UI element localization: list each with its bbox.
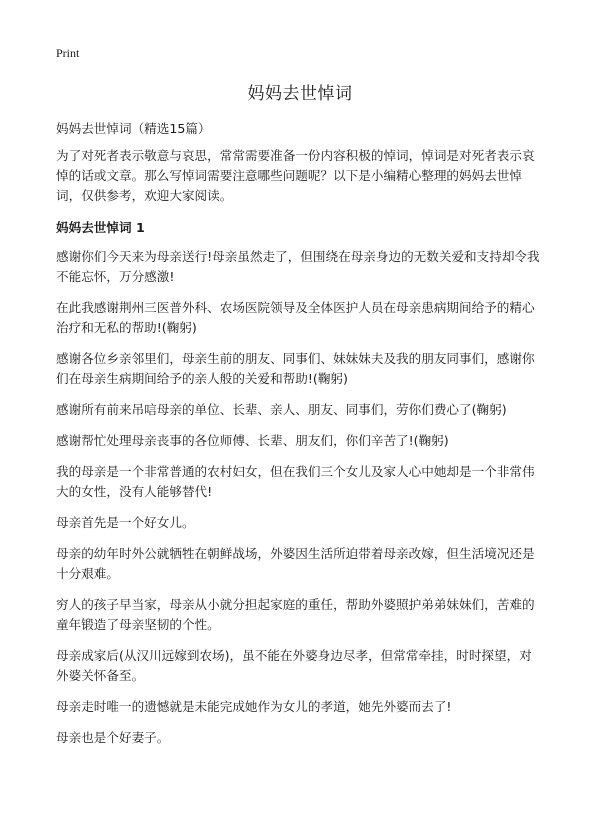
article-intro: 为了对死者表示敬意与哀思，常常需要准备一份内容积极的悼词，悼词是对死者表示哀悼的话或文章。那么写悼词需要注意哪些问题呢？以下是小编精心整理的妈妈去世悼词，仅供参考，欢迎大家阅读。 [56,148,535,203]
paragraph: 母亲首先是一个好女儿。 [56,515,195,530]
paragraph: 母亲成家后(从汉川远嫁到农场)，虽不能在外婆身边尽孝，但常常牵挂，时时探望，对外婆关怀备至。 [56,648,532,683]
section-heading: 妈妈去世悼词 1 [56,220,145,235]
paragraph: 母亲的幼年时外公就牺牲在朝鲜战场，外婆因生活所迫带着母亲改嫁，但生活境况还是十分艰难。 [56,546,535,581]
paragraph: 我的母亲是一个非常普通的农村妇女，但在我们三个女儿及家人心中她却是一个非常伟大的女性，没有人能够替代! [56,464,535,499]
page-title: 妈妈去世悼词 [247,84,353,104]
article-subtitle: 妈妈去世悼词（精选15篇） [56,121,211,136]
paragraph: 母亲走时唯一的遗憾就是未能完成她作为女儿的孝道，她先外婆而去了! [56,699,452,714]
paragraph: 感谢你们今天来为母亲送行!母亲虽然走了，但围绕在母亲身边的无数关爱和支持却令我不能忘怀，万分感激! [56,249,540,284]
paragraph: 在此我感谢荆州三医普外科、农场医院领导及全体医护人员在母亲患病期间给予的精心治疗和无私的帮助!(鞠躬) [56,300,535,335]
print-link[interactable]: Print [56,46,80,60]
paragraph: 感谢帮忙处理母亲丧事的各位师傅、长辈、朋友们，你们辛苦了!(鞠躬) [56,433,449,448]
paragraph: 母亲也是个好妻子。 [56,730,170,745]
article-body [56,119,544,759]
paragraph: 感谢所有前来吊唁母亲的单位、长辈、亲人、朋友、同事们，劳你们费心了(鞠躬) [56,402,507,417]
paragraph: 感谢各位乡亲邻里们，母亲生前的朋友、同事们、妹妹妹夫及我的朋友同事们，感谢你们在母亲生病期间给予的亲人般的关爱和帮助!(鞠躬) [56,351,535,386]
paragraph: 穷人的孩子早当家，母亲从小就分担起家庭的重任，帮助外婆照护弟弟妹妹们，苦难的童年锻造了母亲坚韧的个性。 [56,597,535,632]
